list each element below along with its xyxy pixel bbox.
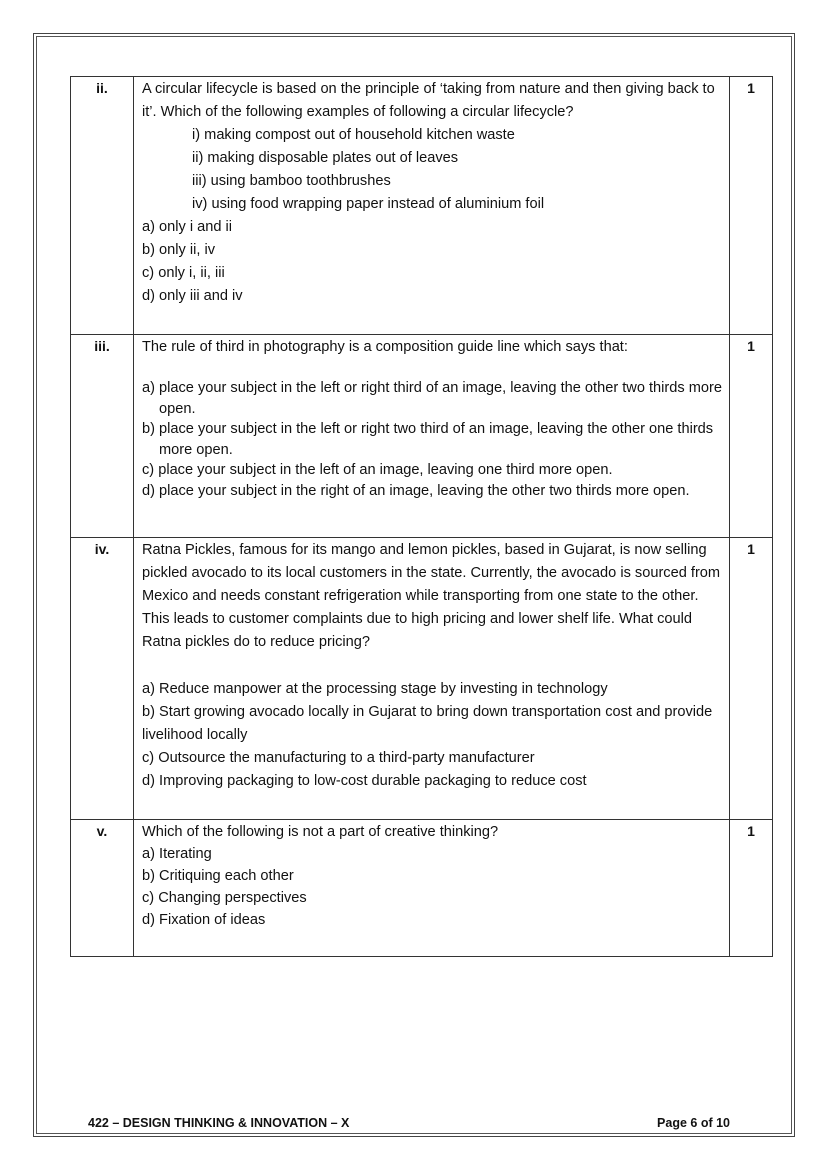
question-number: ii. — [96, 80, 108, 96]
question-text: Ratna Pickles, famous for its mango and lemon pickles, based in Gujarat, is now selling pickled avocado to its local customers in the state. Currently, the avocado is sourced from Mexico and needs constant refrigeration while transporting from one state to the other. This leads to customer complaints due to high pricing and lower shelf life. What could Ratna pickles do to reduce pricing? — [142, 542, 721, 650]
marks: 1 — [747, 80, 755, 96]
answer-option: c) only i, ii, iii — [142, 265, 225, 281]
footer-subject: 422 – DESIGN THINKING & INNOVATION – X — [88, 1116, 350, 1130]
sub-item: iii) using bamboo toothbrushes — [192, 173, 391, 189]
answer-option: b) only ii, iv — [142, 242, 215, 258]
questions-table — [70, 76, 773, 957]
answer-option: c) Changing perspectives — [142, 890, 307, 906]
question-row — [71, 335, 773, 538]
footer-page-number: Page 6 of 10 — [657, 1116, 730, 1130]
answer-option: c) place your subject in the left of an image, leaving one third more open. — [142, 462, 613, 478]
answer-option: d) only iii and iv — [142, 288, 243, 304]
sub-item: ii) making disposable plates out of leaves — [192, 150, 459, 166]
question-number: iv. — [94, 541, 110, 557]
answer-option: d) Fixation of ideas — [142, 912, 266, 928]
question-row — [71, 820, 773, 957]
question-number: iii. — [94, 338, 110, 354]
answer-option: d) Improving packaging to low-cost durable packaging to reduce cost — [142, 773, 587, 789]
marks: 1 — [747, 823, 755, 839]
answer-option: d) place your subject in the right of an image, leaving the other two thirds more open. — [142, 482, 690, 499]
question-number: v. — [96, 823, 108, 839]
sub-item: iv) using food wrapping paper instead of aluminium foil — [192, 196, 545, 212]
sub-item: i) making compost out of household kitchen waste — [192, 127, 515, 143]
answer-option: a) Reduce manpower at the processing stage by investing in technology — [142, 681, 608, 697]
question-text: The rule of third in photography is a composition guide line which says that: — [142, 339, 628, 355]
answer-option: a) place your subject in the left or right third of an image, leaving the other two thirds more open. — [142, 380, 722, 417]
answer-option: b) Critiquing each other — [142, 868, 294, 884]
answer-option: b) place your subject in the left or right two third of an image, leaving the other one thirds more open. — [142, 421, 714, 458]
answer-option: c) Outsource the manufacturing to a third-party manufacturer — [142, 750, 535, 766]
marks: 1 — [747, 541, 755, 557]
answer-option: a) Iterating — [142, 846, 212, 862]
answer-option: a) only i and ii — [142, 219, 233, 235]
question-row — [71, 538, 773, 820]
marks: 1 — [747, 338, 755, 354]
answer-option: b) Start growing avocado locally in Gujarat to bring down transportation cost and provide livelihood locally — [142, 704, 713, 743]
question-row — [71, 77, 773, 335]
question-text: Which of the following is not a part of creative thinking? — [142, 824, 499, 840]
question-text: A circular lifecycle is based on the principle of ‘taking from nature and then giving back to it’. Which of the following examples of following a circular lifecycle? — [142, 81, 715, 120]
